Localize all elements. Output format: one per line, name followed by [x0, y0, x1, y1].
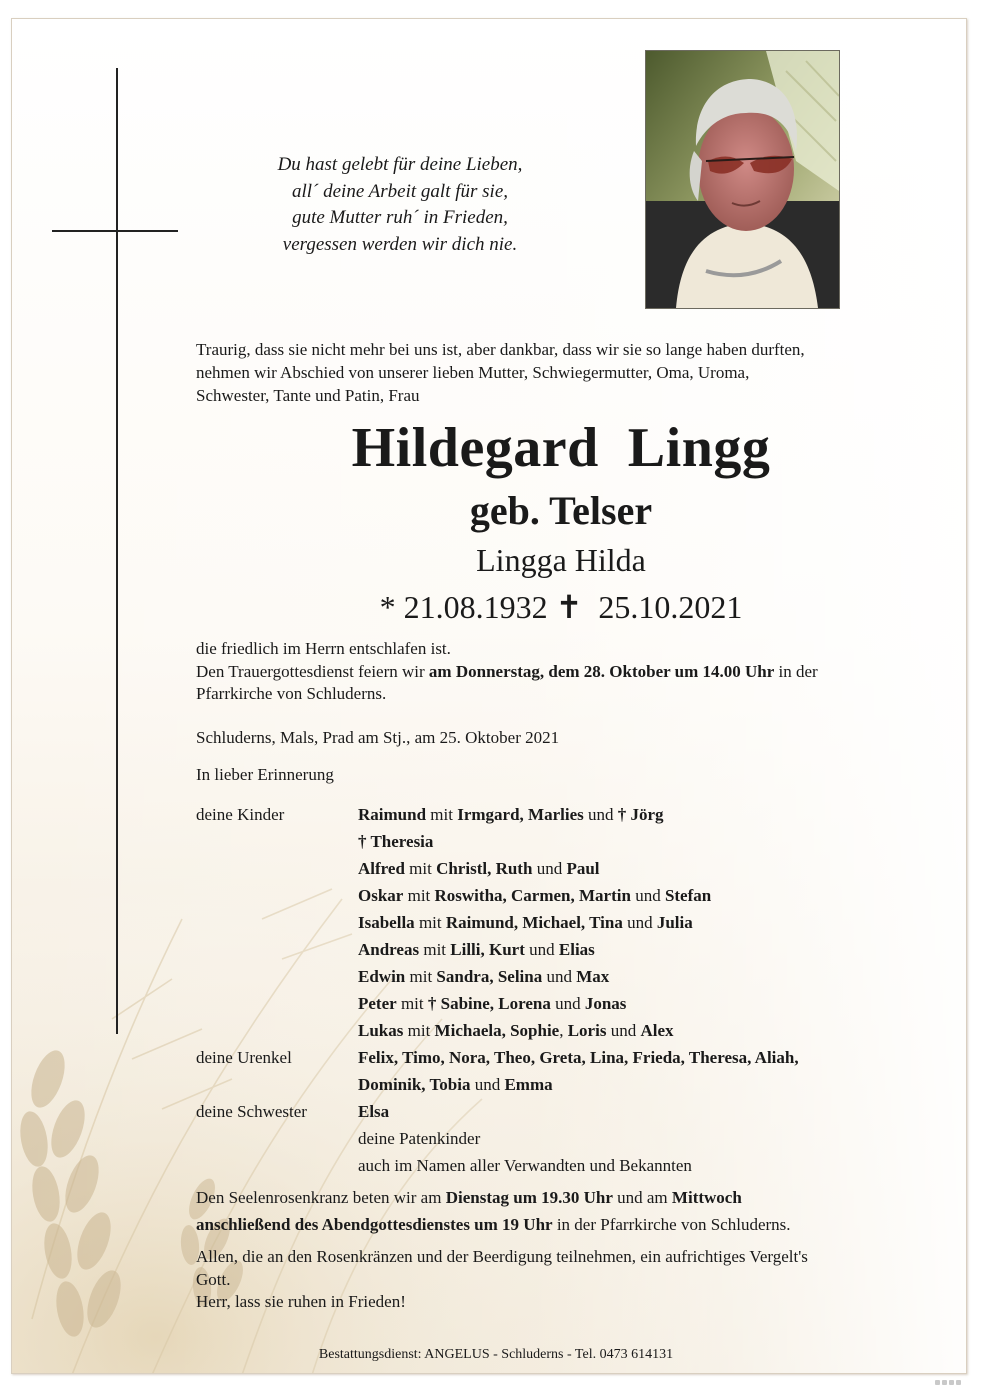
place-date: Schluderns, Mals, Prad am Stj., am 25. Oktober 2021	[196, 728, 560, 747]
family-row	[196, 1125, 936, 1152]
family-member-name: † Sabine, Lorena	[427, 994, 551, 1013]
family-connector: mit	[414, 913, 446, 932]
family-row	[196, 801, 936, 828]
family-member-name: Lilli, Kurt	[450, 940, 525, 959]
family-members	[358, 909, 693, 936]
family-relation	[196, 828, 358, 855]
rosary-text	[196, 1187, 936, 1236]
family-row	[196, 1044, 936, 1071]
family-connector: und	[542, 967, 577, 986]
family-members	[358, 1017, 674, 1044]
rosary-line	[196, 1214, 936, 1237]
family-connector: mit	[403, 1021, 435, 1040]
family-member-name: Paul	[566, 859, 600, 878]
family-member-name: Christl, Ruth	[436, 859, 533, 878]
rosary-text-part: in der Pfarrkirche von Schluderns.	[552, 1214, 791, 1234]
family-member-name: Edwin	[358, 967, 406, 986]
intro-text	[196, 338, 936, 407]
closing-line: Herr, lass sie ruhen in Frieden!	[196, 1292, 406, 1311]
family-connector: und	[524, 940, 559, 959]
family-members	[358, 1098, 389, 1125]
service-line: die friedlich im Herrn entschlafen ist.	[196, 639, 451, 658]
family-row	[196, 1071, 936, 1098]
family-relation	[196, 936, 358, 963]
family-row	[196, 963, 936, 990]
family-member-name: † Theresia	[358, 832, 434, 851]
birth-star-icon: *	[379, 589, 396, 625]
family-connector: mit	[396, 994, 428, 1013]
funeral-service-footer: Bestattungsdienst: ANGELUS - Schluderns - Tel. 0473 614131	[318, 1347, 674, 1362]
family-members	[358, 1152, 692, 1179]
family-members	[358, 801, 664, 828]
family-connector: mit	[419, 940, 451, 959]
thanks-line: Allen, die an den Rosenkränzen und der Beerdigung teilnehmen, ein aufrichtiges Vergelt's	[196, 1247, 808, 1266]
family-member-name: Emma	[504, 1075, 553, 1094]
family-row	[196, 909, 936, 936]
life-dates	[196, 585, 926, 629]
family-row	[196, 1017, 936, 1044]
family-member-name: Julia	[656, 913, 693, 932]
family-connector: und	[550, 994, 585, 1013]
family-connector: mit	[403, 886, 435, 905]
death-date: 25.10.2021	[598, 589, 743, 625]
family-members	[358, 1071, 553, 1098]
family-connector: und	[583, 805, 618, 824]
rosary-text-part: und am	[612, 1188, 672, 1207]
rosary-day: Mittwoch	[671, 1188, 742, 1207]
family-connector: mit	[426, 805, 458, 824]
family-member-name: Loris	[567, 1021, 607, 1040]
portrait-photo	[645, 50, 840, 309]
family-relation: deine Urenkel	[196, 1048, 292, 1067]
family-relation	[196, 1125, 358, 1152]
family-members	[358, 963, 609, 990]
family-members	[358, 855, 600, 882]
family-row	[196, 1152, 936, 1179]
family-connector: auch im Namen aller Verwandten und Bekannten	[358, 1156, 692, 1175]
family-connector: deine Patenkinder	[358, 1129, 481, 1148]
family-members	[358, 828, 433, 855]
family-member-name: Isabella	[358, 913, 415, 932]
thanks-line: Gott.	[196, 1269, 231, 1289]
family-connector: und	[622, 913, 657, 932]
poem-line: vergessen werden wir dich nie.	[282, 233, 518, 255]
family-connector: mit	[404, 859, 437, 878]
family-connector: und	[532, 859, 567, 878]
family-member-name: Peter	[358, 994, 397, 1013]
service-line	[196, 661, 936, 684]
rosary-time: anschließend des Abendgottesdienstes um 19 Uhr	[196, 1214, 553, 1234]
family-member-name: Andreas	[358, 940, 420, 959]
poem-line: all´ deine Arbeit galt für sie,	[291, 180, 508, 202]
family-relation	[196, 990, 358, 1017]
family-member-name: Jonas	[584, 994, 627, 1013]
service-text	[196, 638, 936, 706]
family-member-name: Roswitha, Carmen, Martin	[434, 886, 631, 905]
thanks-text	[196, 1246, 936, 1314]
family-member-name: Stefan	[664, 886, 712, 905]
remembrance: In lieber Erinnerung	[196, 765, 334, 784]
rosary-line	[196, 1187, 936, 1210]
family-row	[196, 1098, 936, 1125]
family-relation	[196, 1152, 358, 1179]
family-list	[196, 801, 936, 1179]
family-member-name: † Jörg	[617, 805, 664, 824]
service-text-part: Den Trauergottesdienst feiern wir	[196, 661, 429, 681]
family-relation	[196, 882, 358, 909]
family-row	[196, 936, 936, 963]
family-members	[358, 936, 595, 963]
family-member-name: Dominik, Tobia	[358, 1075, 471, 1094]
family-relation	[196, 1017, 358, 1044]
family-member-name: Michaela, Sophie	[434, 1021, 560, 1040]
service-text-part: in der	[774, 661, 818, 681]
family-member-name: Oskar	[358, 886, 404, 905]
family-connector: und	[630, 886, 665, 905]
family-members	[358, 990, 626, 1017]
service-line: Pfarrkirche von Schluderns.	[196, 684, 387, 703]
nickname: Lingga Hilda	[476, 542, 646, 578]
intro-line: nehmen wir Abschied von unserer lieben Mutter, Schwiegermutter, Oma, Uroma,	[196, 363, 750, 382]
family-relation	[196, 963, 358, 990]
family-relation	[196, 1071, 358, 1098]
family-member-name: Raimund, Michael, Tina	[445, 913, 623, 932]
cross-horizontal-line	[52, 230, 178, 232]
family-row	[196, 828, 936, 855]
family-relation	[196, 909, 358, 936]
service-date-time: am Donnerstag, dem 28. Oktober um 14.00 Uhr	[428, 661, 775, 681]
family-relation	[196, 855, 358, 882]
family-member-name: Sandra, Selina	[436, 967, 543, 986]
family-relation: deine Schwester	[196, 1102, 307, 1121]
family-member-name: Elsa	[358, 1102, 390, 1121]
family-members	[358, 1044, 799, 1071]
poem-line: gute Mutter ruh´ in Frieden,	[292, 207, 508, 228]
family-members	[358, 882, 711, 909]
family-member-name: Irmgard, Marlies	[457, 805, 584, 824]
cross-vertical-line	[116, 68, 118, 1034]
family-member-name: Felix, Timo, Nora, Theo, Greta, Lina, Frieda, Theresa, Aliah,	[358, 1048, 799, 1067]
family-row	[196, 990, 936, 1017]
family-connector: ,	[559, 1021, 568, 1040]
family-relation: deine Kinder	[196, 805, 285, 824]
family-member-name: Alfred	[358, 859, 405, 878]
family-member-name: Raimund	[358, 805, 427, 824]
family-member-name: Lukas	[358, 1021, 404, 1040]
family-members	[358, 1125, 480, 1152]
death-cross-icon: ✝	[555, 589, 583, 625]
poem	[210, 152, 590, 258]
family-connector: und	[470, 1075, 505, 1094]
family-member-name: Alex	[640, 1021, 674, 1040]
rosary-text-part: Den Seelenrosenkranz beten wir am	[196, 1188, 446, 1207]
birth-date: 21.08.1932	[403, 589, 548, 625]
family-member-name: Max	[576, 967, 610, 986]
family-connector: und	[606, 1021, 641, 1040]
family-connector: mit	[405, 967, 437, 986]
portrait-image	[646, 51, 839, 308]
poem-line: Du hast gelebt für deine Lieben,	[277, 154, 523, 175]
intro-line: Traurig, dass sie nicht mehr bei uns ist, aber dankbar, dass wir sie so lange haben durften,	[196, 340, 805, 359]
family-member-name: Elias	[558, 940, 595, 959]
rosary-time: Dienstag um 19.30 Uhr	[445, 1188, 613, 1207]
intro-line: Schwester, Tante und Patin, Frau	[196, 386, 420, 405]
maiden-name: geb. Telser	[469, 488, 653, 533]
family-row	[196, 882, 936, 909]
corner-mark	[935, 1380, 963, 1386]
deceased-name: Hildegard Lingg	[351, 417, 771, 479]
family-row	[196, 855, 936, 882]
